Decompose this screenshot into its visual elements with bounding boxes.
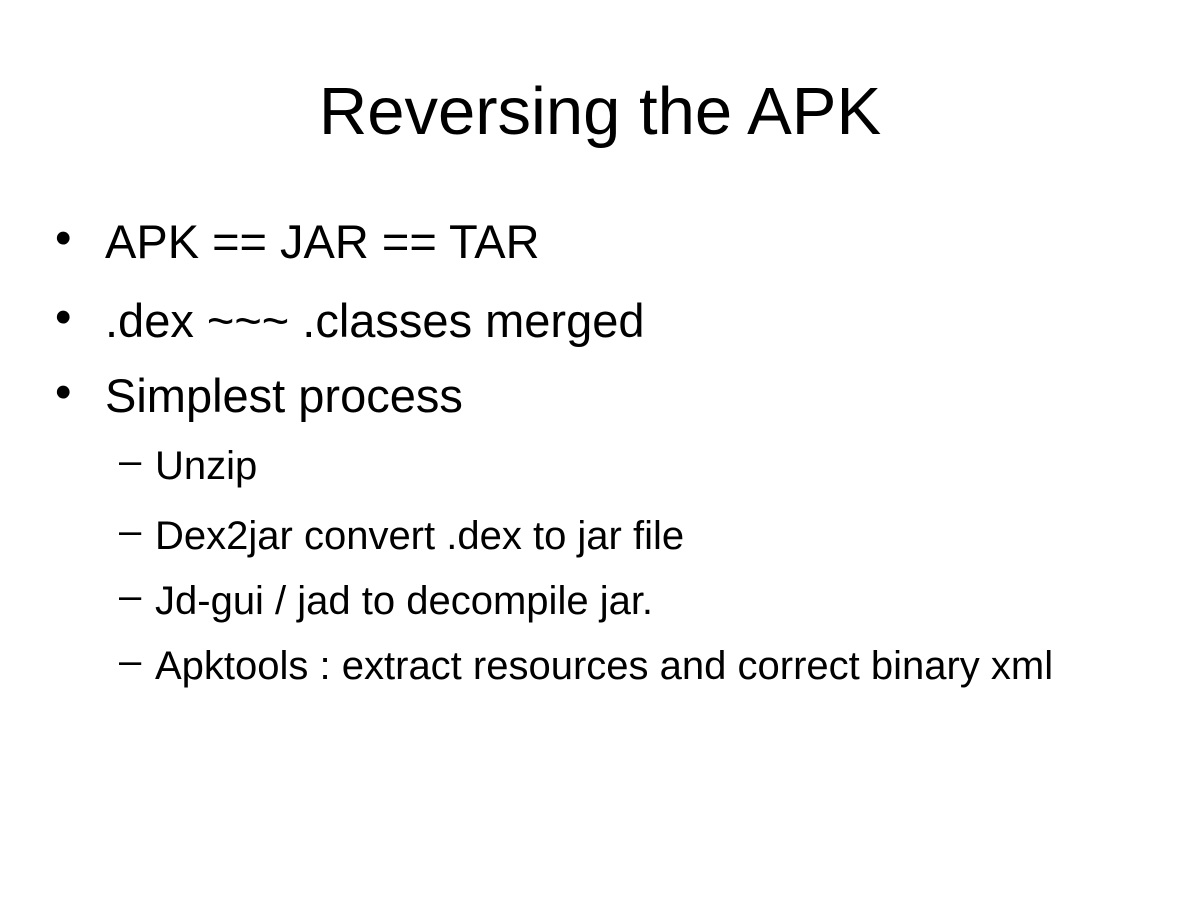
dash-icon: – [119,509,142,553]
bullet-text: Simplest process [105,369,463,422]
bullet-dot-icon: • [55,365,72,418]
slide-title: Reversing the APK [318,74,882,149]
bullet-text: .dex ~~~ .classes merged [105,294,645,347]
bullet-dot-icon: • [55,211,72,264]
bullet-dot-icon: • [55,290,72,343]
sub-bullet-text: Dex2jar convert .dex to jar file [155,514,685,558]
sub-bullet-text: Unzip [155,444,258,488]
sub-bullet-text: Apktools : extract resources and correct binary xml [155,644,1054,688]
sub-bullet-text: Jd-gui / jad to decompile jar. [155,579,654,623]
dash-icon: – [119,639,142,683]
bullet-text: APK == JAR == TAR [105,215,540,268]
dash-icon: – [119,574,142,618]
dash-icon: – [119,439,142,483]
